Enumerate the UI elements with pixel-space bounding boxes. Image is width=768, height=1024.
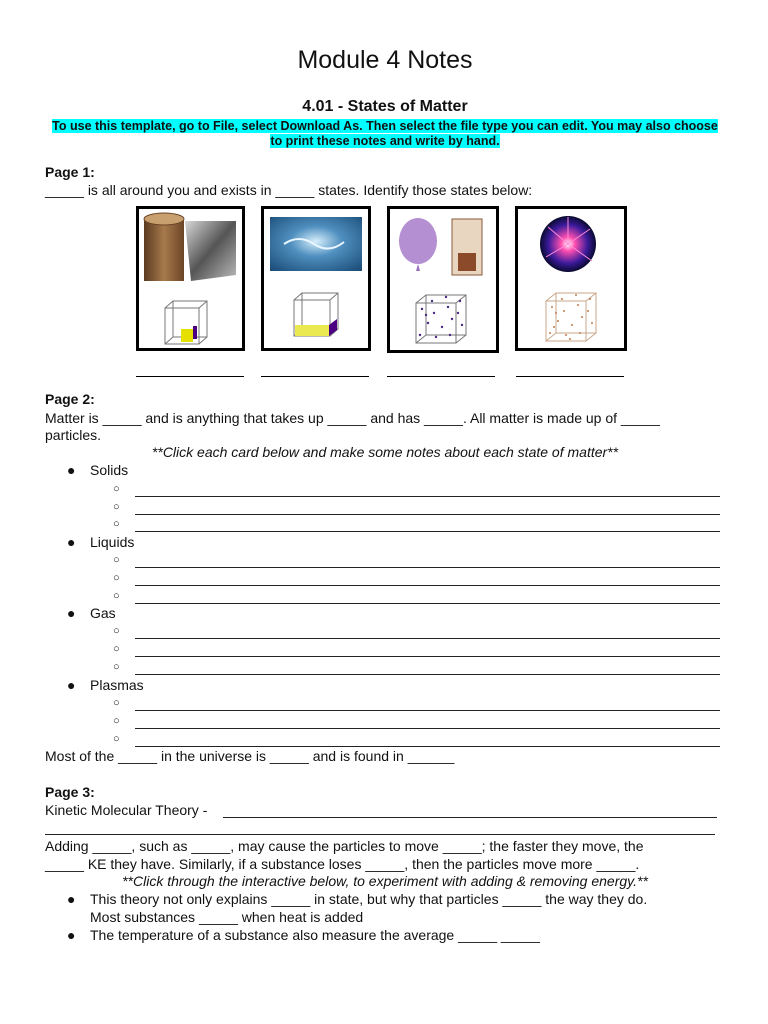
solids-note-line-1[interactable] (135, 496, 720, 497)
state-liquids: Liquids (90, 534, 135, 550)
sub-bullet-icon: ○ (113, 483, 120, 495)
plasma-answer-blank[interactable] (516, 359, 624, 377)
steam-cup (458, 253, 476, 271)
solids-note-line-2[interactable] (135, 514, 720, 515)
state-gas: Gas (90, 605, 116, 621)
liquids-note-line-3[interactable] (135, 603, 720, 604)
page2-line1: Matter is _____ and is anything that takes up _____ and has _____. All matter is made up of _____ (45, 410, 660, 426)
liquids-note-line-1[interactable] (135, 567, 720, 568)
kmt-label: Kinetic Molecular Theory - (45, 802, 208, 818)
page3-bullet1-line1: This theory not only explains _____ in state, but why that particles _____ the way they do. (90, 891, 648, 907)
gas-answer-blank[interactable] (387, 359, 495, 377)
gas-note-line-1[interactable] (135, 638, 720, 639)
plasmas-note-line-2[interactable] (135, 728, 720, 729)
gas-note-line-2[interactable] (135, 656, 720, 657)
wood-log-shape (144, 219, 184, 281)
sub-bullet-icon: ○ (113, 554, 120, 566)
liquid-answer-blank[interactable] (261, 359, 369, 377)
gas-card (387, 206, 499, 353)
kmt-answer-line-1[interactable] (223, 817, 717, 818)
liquid-card (261, 206, 371, 351)
wood-log-top (144, 213, 184, 225)
sub-bullet-icon: ○ (113, 733, 120, 745)
liquids-note-line-2[interactable] (135, 585, 720, 586)
bullet-icon: ● (67, 677, 76, 693)
liquid-illustration (264, 209, 368, 348)
kmt-answer-line-2[interactable] (45, 834, 715, 835)
liquid-fill (295, 325, 329, 336)
page2-instruction: **Click each card below and make some notes about each state of matter** (151, 444, 619, 460)
page3-heading: Page 3: (45, 784, 95, 800)
solid-particle-block (181, 329, 193, 342)
gas-cube-diagram (416, 295, 466, 343)
metal-block-shape (185, 221, 236, 281)
balloon-knot (416, 264, 420, 271)
bullet-icon: ● (67, 462, 76, 478)
sub-bullet-icon: ○ (113, 715, 120, 727)
sub-bullet-icon: ○ (113, 661, 120, 673)
bullet-icon: ● (67, 534, 76, 550)
sub-bullet-icon: ○ (113, 590, 120, 602)
state-plasmas: Plasmas (90, 677, 144, 693)
sub-bullet-icon: ○ (113, 572, 120, 584)
sub-bullet-icon: ○ (113, 625, 120, 637)
page2-closing: Most of the _____ in the universe is _____ and is found in ______ (45, 748, 455, 764)
solid-card (136, 206, 245, 351)
page3-bullet2: The temperature of a substance also measure the average _____ _____ (90, 927, 540, 943)
solids-note-line-3[interactable] (135, 531, 720, 532)
solid-illustration (139, 209, 242, 348)
solid-particle-side (193, 326, 197, 339)
sub-bullet-icon: ○ (113, 643, 120, 655)
page3-adding2: _____ KE they have. Similarly, if a substance loses _____, then the particles move more _____. (45, 856, 640, 872)
bullet-icon: ● (67, 605, 76, 621)
page-title: Module 4 Notes (297, 46, 473, 74)
page1-sentence: _____ is all around you and exists in _____ states. Identify those states below: (45, 182, 533, 198)
solid-answer-blank[interactable] (136, 359, 244, 377)
template-notice (45, 119, 725, 149)
water-photo (270, 217, 362, 271)
page3-instruction: **Click through the interactive below, to experiment with adding & removing energy.** (122, 873, 648, 889)
page1-heading: Page 1: (45, 164, 95, 180)
bullet-icon: ● (67, 927, 76, 943)
plasma-illustration (518, 209, 624, 348)
plasma-cube-diagram (546, 293, 596, 341)
sub-bullet-icon: ○ (113, 697, 120, 709)
page3-bullet1-line2: Most substances _____ when heat is added (90, 909, 364, 925)
sub-bullet-icon: ○ (113, 501, 120, 513)
gas-note-line-3[interactable] (135, 674, 720, 675)
plasmas-note-line-3[interactable] (135, 746, 720, 747)
page2-line2: particles. (45, 427, 102, 443)
bullet-icon: ● (67, 891, 76, 907)
plasma-card (515, 206, 627, 351)
state-solids: Solids (90, 462, 129, 478)
gas-illustration (390, 209, 496, 350)
template-notice-text: To use this template, go to File, select Download As. Then select the file type you can edit. You may also choose to print these notes and write by hand. (52, 119, 718, 148)
balloon-shape (399, 218, 437, 264)
plasmas-note-line-1[interactable] (135, 710, 720, 711)
page3-adding1: Adding _____, such as _____, may cause the particles to move _____; the faster they move, the (45, 838, 644, 854)
sub-bullet-icon: ○ (113, 518, 120, 530)
page2-heading: Page 2: (45, 391, 95, 407)
section-title: 4.01 - States of Matter (302, 98, 468, 115)
